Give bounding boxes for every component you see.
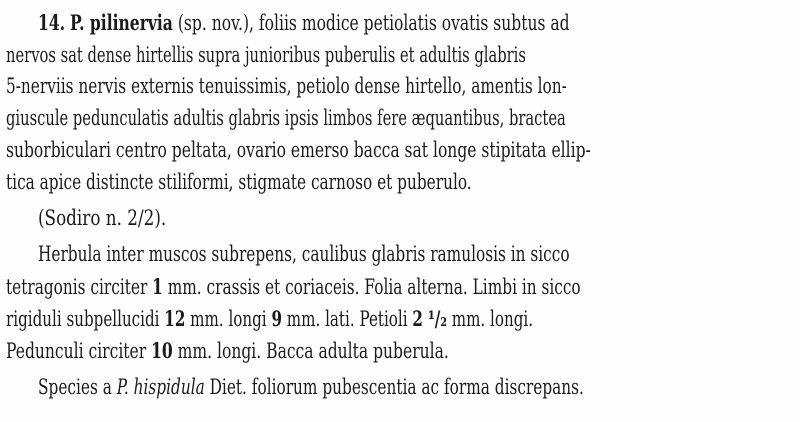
description-text: mm. longi bbox=[185, 307, 272, 331]
diagnosis-line: suborbiculari centro peltata, ovario emerso bacca sat longe stipitata ellip- bbox=[6, 138, 591, 162]
diagnosis-line: foliis modice petiolatis ovatis subtus ad bbox=[258, 11, 570, 35]
description-text: mm. longi. Bacca adulta puberula. bbox=[172, 339, 449, 363]
comparison-text: Diet. foliorum pubescentia ac forma discrepans. bbox=[204, 375, 584, 399]
diagnosis-line: 5-nerviis nervis externis tenuissimis, petiolo dense hirtello, amentis lon- bbox=[6, 74, 567, 98]
comparison-line bbox=[38, 374, 607, 400]
measurement-number: 2 ¹/₂ bbox=[412, 306, 447, 331]
entry-number: 14. bbox=[38, 10, 66, 35]
specimen-citation: (Sodiro n. 2/2). bbox=[38, 206, 167, 230]
description-line bbox=[6, 338, 583, 364]
diagnosis-line: giuscule pedunculatis adultis glabris ipsis limbos fere æquantibus, bractea bbox=[6, 106, 566, 130]
measurement-number: 12 bbox=[164, 306, 186, 331]
comparison-text: Species a bbox=[38, 375, 117, 399]
entry-heading-line bbox=[38, 10, 615, 36]
description-text: rigiduli subpellucidi bbox=[6, 307, 165, 331]
compared-species: P. hispidula bbox=[116, 375, 205, 399]
measurement-number: 9 bbox=[271, 306, 282, 331]
description-line bbox=[6, 274, 581, 300]
description-line: Herbula inter muscos subrepens, caulibus glabris ramulosis in sicco bbox=[38, 242, 570, 266]
measurement-number: 10 bbox=[151, 338, 173, 363]
description-text: tetragonis circiter bbox=[6, 275, 153, 299]
description-text: mm. longi. bbox=[446, 307, 534, 331]
description-line bbox=[6, 306, 568, 332]
species-name: P. pilinervia bbox=[69, 10, 173, 35]
description-text: mm. crassis et coriaceis. Folia alterna. Limbi in sicco bbox=[162, 275, 581, 299]
species-status: (sp. nov.), bbox=[177, 11, 254, 35]
diagnosis-line: nervos sat dense hirtellis supra junioribus puberulis et adultis glabris bbox=[6, 43, 526, 67]
description-text: Pedunculi circiter bbox=[6, 339, 152, 363]
measurement-number: 1 bbox=[152, 274, 163, 299]
diagnosis-line: tica apice distincte stiliformi, stigmate carnoso et puberulo. bbox=[6, 170, 472, 194]
description-text: mm. lati. Petioli bbox=[281, 307, 413, 331]
